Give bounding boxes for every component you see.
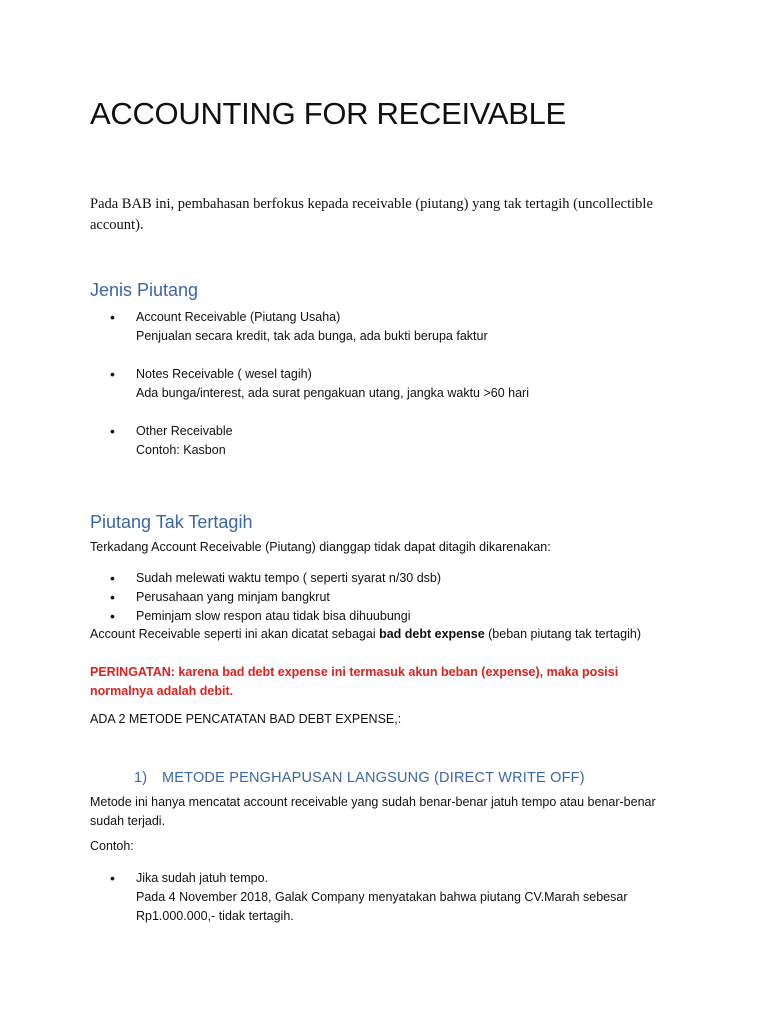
section-heading-jenis-piutang: Jenis Piutang [90, 280, 199, 300]
example-detail: Pada 4 November 2018, Galak Company menyatakan bahwa piutang CV.Marah sebesar Rp1.000.000,- tidak tertagih. [136, 890, 628, 923]
list-item [90, 365, 710, 403]
note-prefix: Account Receivable seperti ini akan dicatat sebagai [90, 627, 380, 641]
bad-debt-note [90, 627, 710, 641]
list-item-label: • Notes Receivable ( wesel tagih) [136, 367, 312, 381]
note-suffix: (beban piutang tak tertagih) [484, 627, 642, 641]
page-title: ACCOUNTING FOR RECEIVABLE [90, 96, 566, 131]
method1-heading [134, 770, 585, 786]
jenis-piutang-list [90, 308, 710, 460]
note-bold-term: bad debt expense [379, 627, 485, 641]
method1-title: METODE PENGHAPUSAN LANGSUNG (DIRECT WRITE OFF) [162, 770, 585, 786]
section-heading-piutang-tak-tertagih: Piutang Tak Tertagih [90, 512, 253, 532]
list-item-detail: Ada bunga/interest, ada surat pengakuan utang, jangka waktu >60 hari [136, 386, 529, 400]
method1-description: Metode ini hanya mencatat account receivable yang sudah benar-benar jatuh tempo atau benar-benar sudah terjadi. [90, 795, 656, 828]
list-item [90, 308, 710, 346]
example-label: Contoh: [90, 839, 134, 853]
methods-intro: ADA 2 METODE PENCATATAN BAD DEBT EXPENSE,: [90, 712, 402, 726]
list-item: • Sudah melewati waktu tempo ( seperti syarat n/30 dsb) [90, 569, 710, 588]
reasons-list [90, 569, 710, 626]
list-item: • Peminjam slow respon atau tidak bisa dihuubungi [90, 607, 710, 626]
section-lead: Terkadang Account Receivable (Piutang) dianggap tidak dapat ditagih dikarenakan: [90, 540, 551, 554]
list-item [90, 422, 710, 460]
list-item-detail: Penjualan secara kredit, tak ada bunga, ada bukti berupa faktur [136, 329, 488, 343]
example-item: • Jika sudah jatuh tempo. [136, 871, 269, 885]
list-item [90, 869, 650, 926]
warning-text: PERINGATAN: karena bad debt expense ini termasuk akun beban (expense), maka posisi normalnya adalah debit. [90, 665, 619, 698]
list-item-label: • Other Receivable [136, 424, 233, 438]
method1-number: 1) [134, 770, 148, 786]
intro-paragraph: Pada BAB ini, pembahasan berfokus kepada receivable (piutang) yang tak tertagih (uncollectible account). [90, 196, 653, 233]
list-item: • Perusahaan yang minjam bangkrut [90, 588, 710, 607]
list-item-detail: Contoh: Kasbon [136, 443, 226, 457]
example-list [90, 869, 650, 926]
list-item-label: • Account Receivable (Piutang Usaha) [136, 310, 341, 324]
